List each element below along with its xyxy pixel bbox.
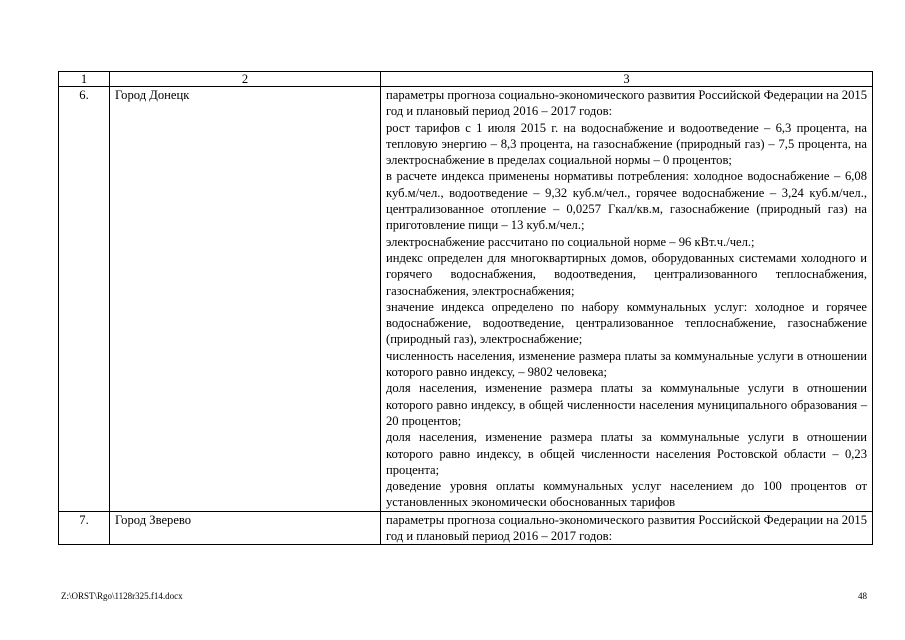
parameter-paragraph: значение индекса определено по набору коммунальных услуг: холодное и горячее водоснабжение, водоотведение, централизованное теплоснабжение, газоснабжение (природный газ), электроснабжение; bbox=[386, 299, 867, 347]
row-number: 7. bbox=[59, 511, 110, 545]
parameter-paragraph: параметры прогноза социально-экономического развития Российской Федерации на 2015 год и плановый период 2016 – 2017 годов: bbox=[386, 512, 867, 544]
parameter-paragraph: электроснабжение рассчитано по социальной норме – 96 кВт.ч./чел.; bbox=[386, 234, 755, 249]
parameter-paragraph: рост тарифов с 1 июля 2015 г. на водоснабжение и водоотведение – 6,3 процента, на тепловую энергию – 8,3 процента, на газоснабжение (природный газ) – 7,5 процента, на электроснабжение в пределах социальной нормы – 0 процентов; bbox=[386, 120, 867, 168]
parameter-paragraph: в расчете индекса применены нормативы потребления: холодное водоснабжение – 6,08 куб.м/чел., водоотведение – 9,32 куб.м/чел., горячее водоснабжение – 3,24 куб.м/чел., централизованное отопление – 0,0257 Гкал/кв.м, газоснабжение (природный газ) на приготовление пищи – 13 куб.м/чел.; bbox=[386, 169, 867, 233]
page-number: 48 bbox=[858, 591, 867, 601]
table-row bbox=[59, 87, 873, 512]
document-table bbox=[58, 71, 873, 545]
municipality-name: Город Донецк bbox=[110, 87, 381, 512]
parameter-paragraph: доля населения, изменение размера платы за коммунальные услуги в отношении которого равно индексу, в общей численности населения Ростовской области – 0,23 процента; bbox=[386, 430, 867, 477]
footer-file-path: Z:\ORST\Rgo\1128r325.f14.docx bbox=[61, 591, 183, 601]
table-row bbox=[59, 511, 873, 545]
column-header: 3 bbox=[381, 72, 873, 87]
column-header: 1 bbox=[59, 72, 110, 87]
parameters-cell bbox=[381, 511, 873, 545]
parameters-cell bbox=[381, 87, 873, 512]
table-header-row bbox=[59, 72, 873, 87]
parameter-paragraph: индекс определен для многоквартирных домов, оборудованных системами холодного и горячего водоснабжения, водоотведения, централизованного теплоснабжения, газоснабжения, электроснабжения; bbox=[386, 250, 867, 298]
parameter-paragraph: численность населения, изменение размера платы за коммунальные услуги в отношении которого равно индексу, – 9802 человека; bbox=[386, 348, 867, 380]
parameter-paragraph: доля населения, изменение размера платы за коммунальные услуги в отношении которого равно индексу, в общей численности населения муниципального образования – 20 процентов; bbox=[386, 381, 867, 428]
column-header: 2 bbox=[110, 72, 381, 87]
parameter-paragraph: параметры прогноза социально-экономического развития Российской Федерации на 2015 год и плановый период 2016 – 2017 годов: bbox=[386, 88, 867, 119]
row-number: 6. bbox=[59, 87, 110, 512]
parameter-paragraph: доведение уровня оплаты коммунальных услуг населением до 100 процентов от установленных экономически обоснованных тарифов bbox=[386, 479, 867, 510]
municipality-name: Город Зверево bbox=[110, 511, 381, 545]
